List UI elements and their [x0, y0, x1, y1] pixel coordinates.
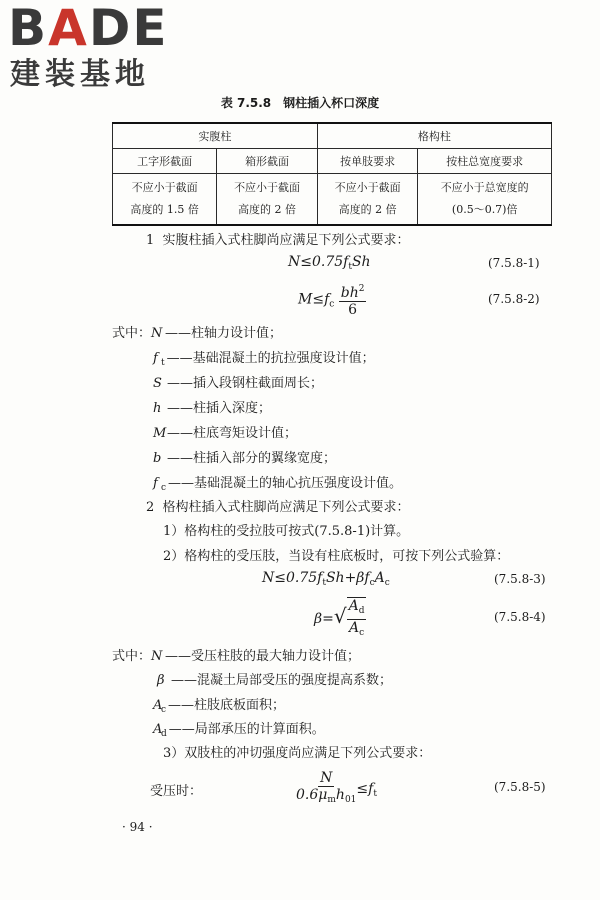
equation-label: (7.5.8-2)	[488, 292, 540, 306]
equation-7-5-8-4: β=√ $\frac{A_d}{A_c}$	[314, 597, 366, 641]
page-number: · 94 ·	[122, 820, 153, 834]
table-cell: 不应小于总宽度的 (0.5～0.7)倍	[418, 174, 552, 226]
table-cell: 不应小于截面 高度的 2 倍	[217, 174, 318, 226]
brand-logo-chinese: 建装基地	[10, 57, 150, 92]
table-cell: 不应小于截面 高度的 1.5 倍	[113, 174, 217, 226]
equation-label: (7.5.8-1)	[488, 256, 540, 270]
where-item: S ——插入段钢柱截面周长；	[153, 376, 324, 391]
table-sub-header: 工字形截面	[113, 149, 217, 174]
equation-7-5-8-5: $\frac{N}{0.6\mu_mh_{01}}$ $\le f_t$	[296, 770, 377, 805]
equation-prefix: 受压时：	[150, 784, 203, 799]
sub-item-1: 1）格构柱的受拉肢可按式(7.5.8-1)计算。	[163, 524, 410, 539]
equation-label: (7.5.8-3)	[494, 572, 546, 586]
equation-7-5-8-3: $N\le 0.75f_tSh+\beta f_cA_c$	[262, 570, 390, 588]
table-caption: 表 7.5.8 钢柱插入杯口深度	[220, 96, 380, 110]
where-intro: 式中：N ——受压柱肢的最大轴力设计值；	[112, 649, 361, 664]
where-intro: 式中：N ——柱轴力设计值；	[112, 326, 283, 341]
table-group-header: 实腹柱	[113, 123, 318, 149]
table-sub-header: 按单肢要求	[317, 149, 418, 174]
cup-depth-table	[112, 122, 552, 226]
where-item: h ——柱插入深度；	[153, 401, 272, 416]
table-sub-header: 按柱总宽度要求	[418, 149, 552, 174]
where-item: M——柱底弯矩设计值；	[153, 426, 298, 441]
equation-label: (7.5.8-5)	[494, 780, 546, 794]
sub-item-3: 3）双肢柱的冲切强度尚应满足下列公式要求：	[163, 746, 432, 761]
where-item: β ——混凝土局部受压的强度提高系数；	[157, 673, 393, 688]
section-1-heading: 1 实腹柱插入式柱脚尚应满足下列公式要求：	[146, 233, 410, 248]
where-item: b ——柱插入部分的翼缘宽度；	[153, 451, 337, 466]
where-item: $A_d$ ——局部承压的计算面积。	[153, 722, 325, 739]
section-2-heading: 2 格构柱插入式柱脚尚应满足下列公式要求：	[146, 500, 410, 515]
where-item: f $_t$ ——基础混凝土的抗拉强度设计值；	[153, 351, 375, 368]
where-item: $A_c$ ——柱肢底板面积；	[153, 698, 286, 715]
brand-logo: BADE	[8, 0, 169, 57]
equation-7-5-8-2: $M\le f_c$ $\frac{bh^2}{6}$	[298, 281, 366, 318]
equation-label: (7.5.8-4)	[494, 610, 546, 624]
table-sub-header: 箱形截面	[217, 149, 318, 174]
equation-7-5-8-1: $N\le 0.75f_tSh$	[288, 254, 371, 272]
sub-item-2: 2）格构柱的受压肢，当设有柱底板时，可按下列公式验算：	[163, 549, 510, 564]
table-group-header: 格构柱	[317, 123, 551, 149]
where-item: f $_c$ ——基础混凝土的轴心抗压强度设计值。	[153, 476, 403, 493]
table-cell: 不应小于截面 高度的 2 倍	[317, 174, 418, 226]
